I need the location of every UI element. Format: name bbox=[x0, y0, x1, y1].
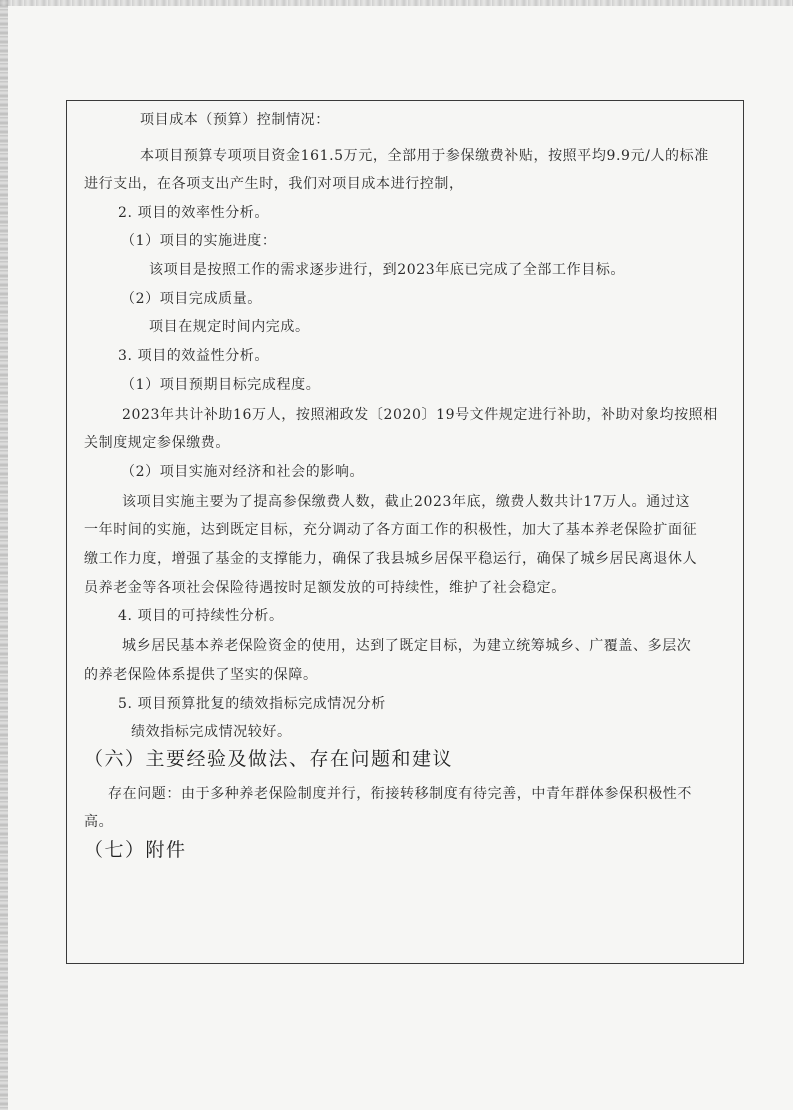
text-line-target-title: （1）项目预期目标完成程度。 bbox=[121, 377, 321, 393]
text-line-progress-title: （1）项目的实施进度： bbox=[121, 233, 277, 249]
text-line-sustainability-1: 城乡居民基本养老保险资金的使用，达到了既定目标，为建立统筹城乡、广覆盖、多层次 bbox=[122, 638, 692, 654]
text-line-impact-3: 缴工作力度，增强了基金的支撑能力，确保了我县城乡居保平稳运行，确保了城乡居民离退休人 bbox=[84, 551, 698, 567]
heading-section-six: （六）主要经验及做法、存在问题和建议 bbox=[84, 748, 454, 770]
text-line-problems-cont: 高。 bbox=[84, 814, 114, 830]
text-line-impact-2: 一年时间的实施，达到既定目标，充分调动了各方面工作的积极性，加大了基本养老保险扩面征 bbox=[84, 522, 698, 538]
text-line-cost-control-title: 项目成本（预算）控制情况： bbox=[140, 112, 330, 128]
text-line-quality: 项目在规定时间内完成。 bbox=[149, 319, 310, 335]
text-line-quality-title: （2）项目完成质量。 bbox=[121, 291, 262, 307]
text-line-subsidy: 2023年共计补助16万人，按照湘政发〔2020〕19号文件规定进行补助，补助对象均按照相 bbox=[122, 407, 718, 423]
text-line-impact-title: （2）项目实施对经济和社会的影响。 bbox=[121, 464, 365, 480]
text-line-progress: 该项目是按照工作的需求逐步进行，到2023年底已完成了全部工作目标。 bbox=[149, 262, 626, 278]
text-line-efficiency: 2. 项目的效率性分析。 bbox=[118, 205, 270, 221]
text-line-subsidy-cont: 关制度规定参保缴费。 bbox=[84, 435, 230, 451]
text-line-budget: 本项目预算专项项目资金161.5万元，全部用于参保缴费补贴，按照平均9.9元/人的标准 bbox=[140, 148, 709, 164]
text-line-indicator: 绩效指标完成情况较好。 bbox=[131, 724, 292, 740]
heading-section-seven: （七）附件 bbox=[84, 839, 187, 861]
text-line-budget-cont: 进行支出，在各项支出产生时，我们对项目成本进行控制， bbox=[84, 176, 464, 192]
text-line-impact-4: 员养老金等各项社会保险待遇按时足额发放的可持续性，维护了社会稳定。 bbox=[84, 580, 566, 596]
text-line-benefit: 3. 项目的效益性分析。 bbox=[118, 348, 270, 364]
text-line-indicator-title: 5. 项目预算批复的绩效指标完成情况分析 bbox=[118, 696, 386, 712]
text-line-sustainability: 4. 项目的可持续性分析。 bbox=[118, 608, 284, 624]
scan-edge-top bbox=[0, 0, 793, 6]
scan-edge-left bbox=[0, 0, 8, 1110]
text-line-sustainability-2: 的养老保险体系提供了坚实的保障。 bbox=[84, 667, 318, 683]
text-line-problems: 存在问题：由于多种养老保险制度并行，衔接转移制度有待完善，中青年群体参保积极性不 bbox=[108, 786, 692, 802]
text-line-impact-1: 该项目实施主要为了提高参保缴费人数，截止2023年底，缴费人数共计17万人。通过这 bbox=[122, 494, 691, 510]
